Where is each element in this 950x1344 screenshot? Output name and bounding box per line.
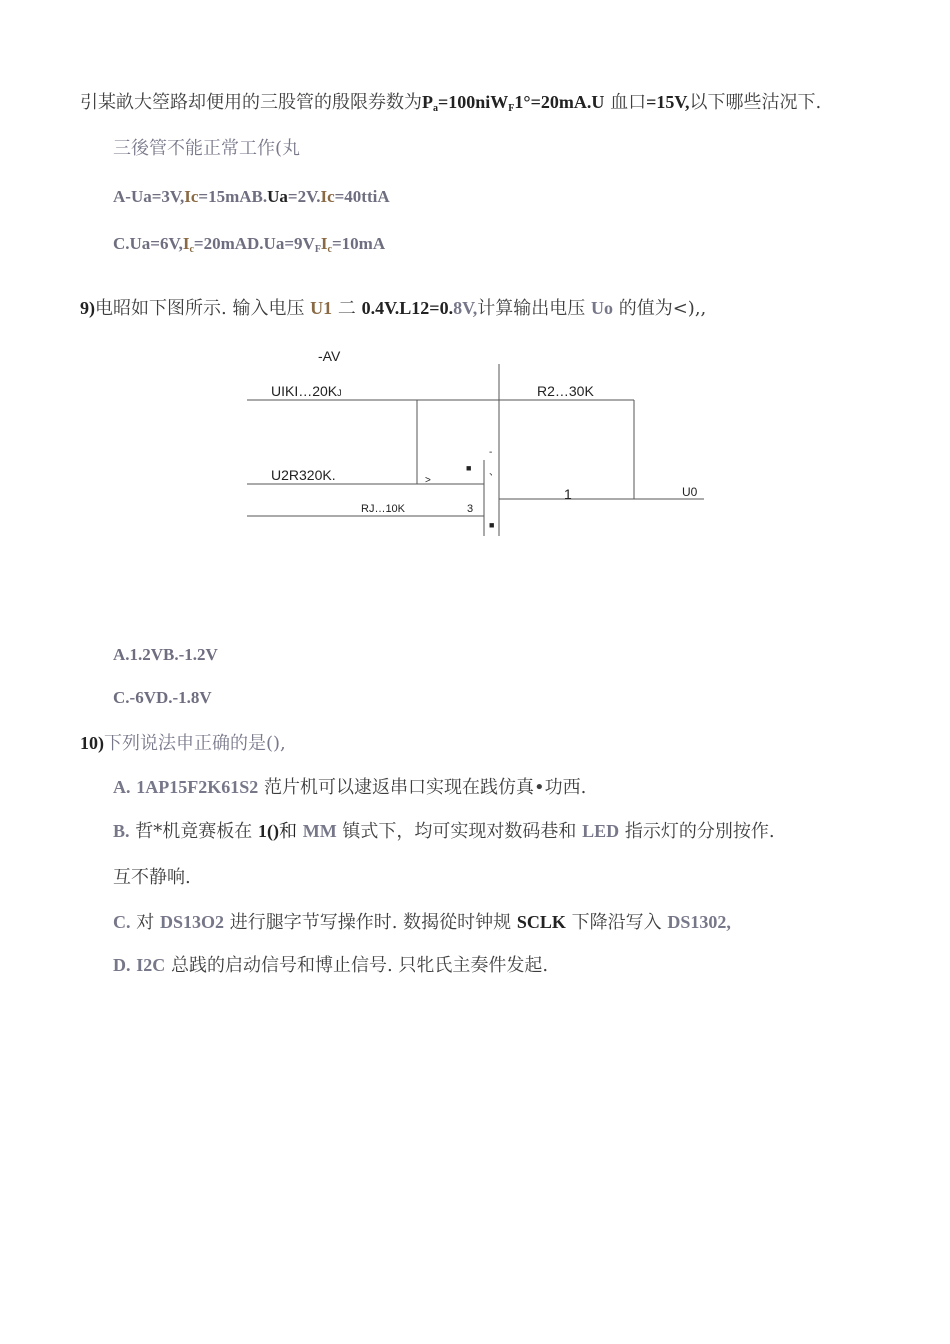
node-dot-lower: ■: [489, 520, 495, 530]
circuit-diagram: [240, 340, 720, 550]
q8-stem-line2: 三後管不能正常工作(丸: [113, 138, 301, 159]
param-p: $P_a=100niW_F1^\circ=20mA.U$: [422, 92, 605, 114]
label-r2: R2…30K: [537, 383, 594, 399]
label-gt: >: [425, 475, 431, 486]
label-r3: RJ…10K: [361, 503, 406, 515]
label-r1: UIKI…20KJ: [271, 383, 342, 399]
label-u2: U2R320K.: [271, 467, 336, 483]
q10-option-a: A. 1AP15F2K61S2 范片机可以逮返串口实现在践仿真•功西.: [113, 777, 587, 798]
node-dot-upper: ■: [466, 463, 472, 473]
circuit-svg: [240, 340, 720, 550]
label-pin3: 3: [467, 503, 474, 515]
q8-stem-line1: 引某畝大箜路却便用的三股管的殷限券数为$P_a=100niW_F1^\circ=20mA.U$ 血口=15V,以下哪些沽况下.: [80, 92, 822, 114]
q10-option-c: C. 对 DS13O2 进行腿字节写操作时. 数揭從时钟规 SCLK 下降沿写入 DS1302,: [113, 912, 731, 933]
q10-option-b: B. 哲*机竟赛板在 1()和 MM 镇式下，均可实现对数码巷和 LED 指示灯的分別按作.: [113, 821, 775, 842]
label-output: U0: [682, 485, 698, 499]
q10-option-b-continued: 互不静响.: [113, 867, 191, 888]
q8-options-cd: $C.Ua=6V,I_c=20mAD.Ua=9V_FI_c=10mA$: [113, 234, 386, 255]
q8-options-ab: A-Ua=3V,Ic=15mAB.Ua=2V.Ic=40ttiA: [113, 187, 390, 206]
q10-option-d: D. I2C 总践的启动信号和博止信号. 只牝氏主奏件发起.: [113, 955, 549, 976]
q9-stem: 9)电昭如下图所示. 输入电压 U1 二 0.4V.L12=0.8V,计算输出电压 Uo 的值为<),,: [80, 298, 707, 319]
q9-options-ab: A.1.2VB.-1.2V: [113, 645, 218, 664]
q10-stem: 10)下列说法申正确的是(),: [80, 733, 286, 754]
label-supply: -AV: [318, 348, 341, 364]
label-output-pin: 1: [564, 486, 572, 502]
minus-mark: -: [489, 447, 493, 458]
q9-options-cd: C.-6VD.-1.8V: [113, 688, 212, 707]
tick-mark: 、: [489, 467, 499, 478]
